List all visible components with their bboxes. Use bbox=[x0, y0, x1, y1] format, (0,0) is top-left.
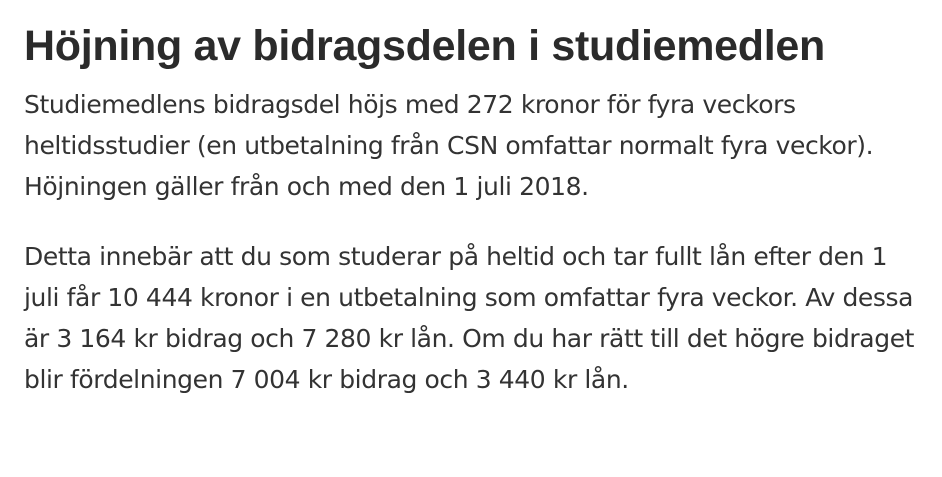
article-title: Höjning av bidragsdelen i studiemedlen bbox=[24, 22, 825, 70]
article bbox=[24, 18, 924, 400]
article-paragraph-1: Studiemedlens bidragsdel höjs med 272 kronor för fyra veckors heltidsstudier (en utbetalning från CSN omfattar normalt fyra veckor). Höjningen gäller från och med den 1 juli 2018. bbox=[24, 90, 874, 201]
article-paragraph-2: Detta innebär att du som studerar på heltid och tar fullt lån efter den 1 juli får 10 444 kronor i en utbetalning som omfattar fyra veckor. Av dessa är 3 164 kr bidrag och 7 280 kr lån. Om du har rätt till det högre bidraget blir fördelningen 7 004 kr bidrag och 3 440 kr lån. bbox=[24, 242, 915, 394]
